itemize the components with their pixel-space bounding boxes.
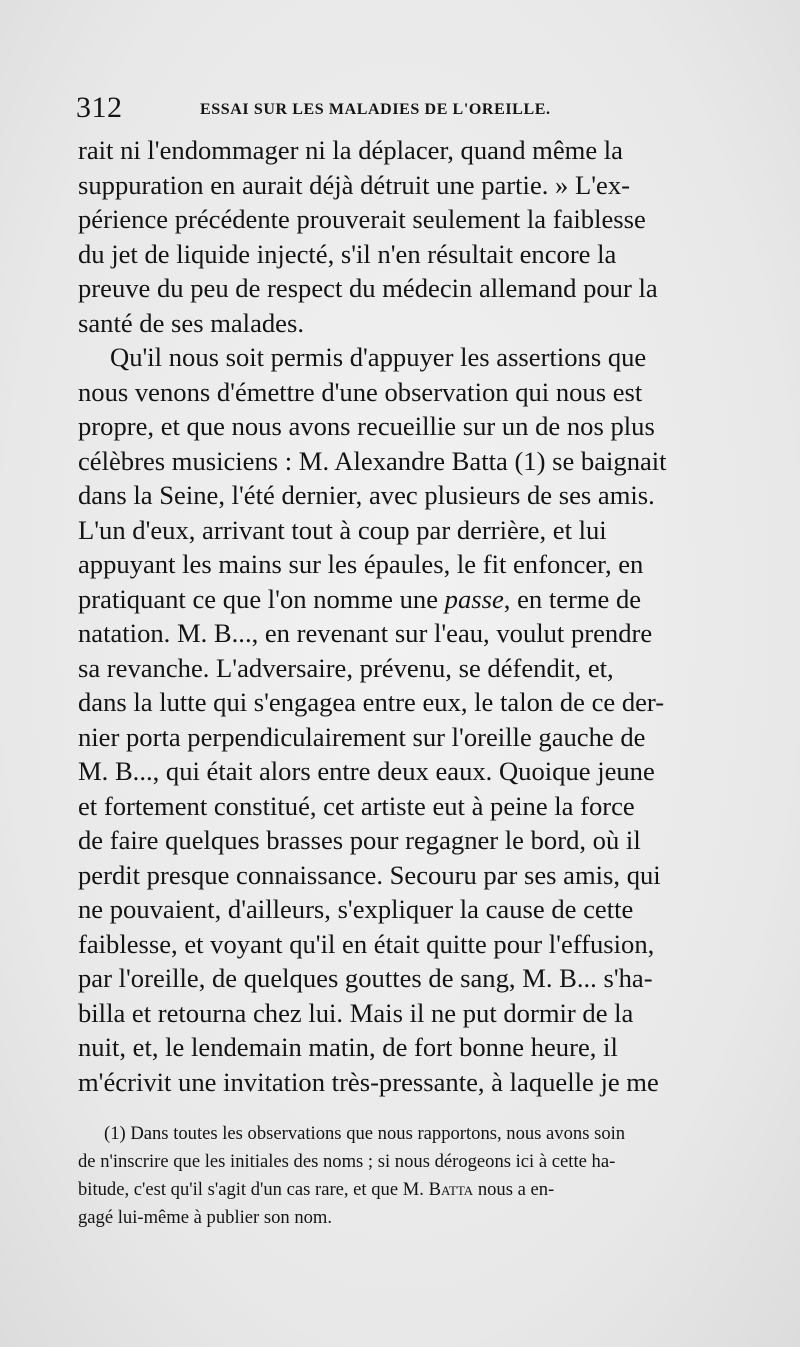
italic-term: passe bbox=[444, 583, 504, 614]
text-line: propre, et que nous avons recueillie sur un de nos plus bbox=[78, 411, 655, 441]
text-line: ne pouvaient, d'ailleurs, s'expliquer la cause de cette bbox=[78, 894, 634, 924]
page-number: 312 bbox=[76, 91, 123, 124]
running-title: ESSAI SUR LES MALADIES DE L'OREILLE. bbox=[200, 101, 551, 118]
text-line: m'écrivit une invitation très-pressante, à laquelle je me bbox=[78, 1066, 659, 1097]
text-line-with-italic bbox=[78, 582, 726, 617]
footnote-line: (1) Dans toutes les observations que nous rapportons, nous avons soin bbox=[104, 1123, 626, 1144]
page-header bbox=[76, 90, 726, 130]
text-line: périence précédente prouverait seulement la faiblesse bbox=[78, 204, 646, 234]
person-name: Batta bbox=[428, 1179, 474, 1200]
text-line: natation. M. B..., en revenant sur l'eau, voulut prendre bbox=[78, 618, 653, 648]
text-segment: nous a en- bbox=[473, 1179, 555, 1200]
text-line: nous venons d'émettre d'une observation qui nous est bbox=[78, 376, 643, 407]
text-segment: bitude, c'est qu'il s'agit d'un cas rare, et que M. bbox=[78, 1179, 424, 1200]
footnote-line: gagé lui-même à publier son nom. bbox=[78, 1207, 333, 1228]
footnote-line-with-name bbox=[78, 1176, 726, 1204]
text-line: dans la Seine, l'été dernier, avec plusieurs de ses amis. bbox=[78, 480, 655, 510]
text-line: nuit, et, le lendemain matin, de fort bonne heure, il bbox=[78, 1032, 618, 1062]
text-segment: pratiquant ce que l'on nomme une bbox=[78, 583, 439, 614]
footnote-line: de n'inscrire que les initiales des noms ; si nous dérogeons ici à cette ha- bbox=[78, 1151, 616, 1172]
text-line: dans la lutte qui s'engagea entre eux, le talon de ce der- bbox=[78, 687, 665, 717]
text-line: perdit presque connaissance. Secouru par ses amis, qui bbox=[78, 859, 661, 890]
text-line: appuyant les mains sur les épaules, le fit enfoncer, en bbox=[78, 549, 644, 579]
text-line: nier porta perpendiculairement sur l'oreille gauche de bbox=[78, 721, 646, 752]
main-text bbox=[78, 133, 726, 1099]
text-line: de faire quelques brasses pour regagner le bord, où il bbox=[78, 825, 641, 855]
paragraph-1 bbox=[78, 133, 726, 340]
text-line: du jet de liquide injecté, s'il n'en résultait encore la bbox=[78, 238, 617, 269]
text-line: suppuration en aurait déjà détruit une partie. » L'ex- bbox=[78, 169, 630, 200]
text-line: faiblesse, et voyant qu'il en était quitte pour l'effusion, bbox=[78, 928, 655, 959]
text-line: par l'oreille, de quelques gouttes de sang, M. B... s'ha- bbox=[78, 963, 653, 993]
text-line: L'un d'eux, arrivant tout à coup par derrière, et lui bbox=[78, 514, 607, 545]
text-line: sa revanche. L'adversaire, prévenu, se défendit, et, bbox=[78, 652, 614, 683]
text-line: Qu'il nous soit permis d'appuyer les assertions que bbox=[110, 342, 647, 372]
paragraph-2 bbox=[78, 340, 726, 1099]
footnote bbox=[78, 1120, 726, 1232]
text-line: santé de ses malades. bbox=[78, 307, 304, 338]
text-line: M. B..., qui était alors entre deux eaux. Quoique jeune bbox=[78, 756, 655, 786]
text-line: rait ni l'endommager ni la déplacer, quand même la bbox=[78, 135, 623, 165]
text-line: célèbres musiciens : M. Alexandre Batta (1) se baignait bbox=[78, 445, 667, 476]
text-segment: , en terme de bbox=[503, 583, 642, 614]
text-line: billa et retourna chez lui. Mais il ne put dormir de la bbox=[78, 997, 634, 1028]
text-line: preuve du peu de respect du médecin allemand pour la bbox=[78, 273, 658, 303]
text-line: et fortement constitué, cet artiste eut à peine la force bbox=[78, 790, 635, 821]
